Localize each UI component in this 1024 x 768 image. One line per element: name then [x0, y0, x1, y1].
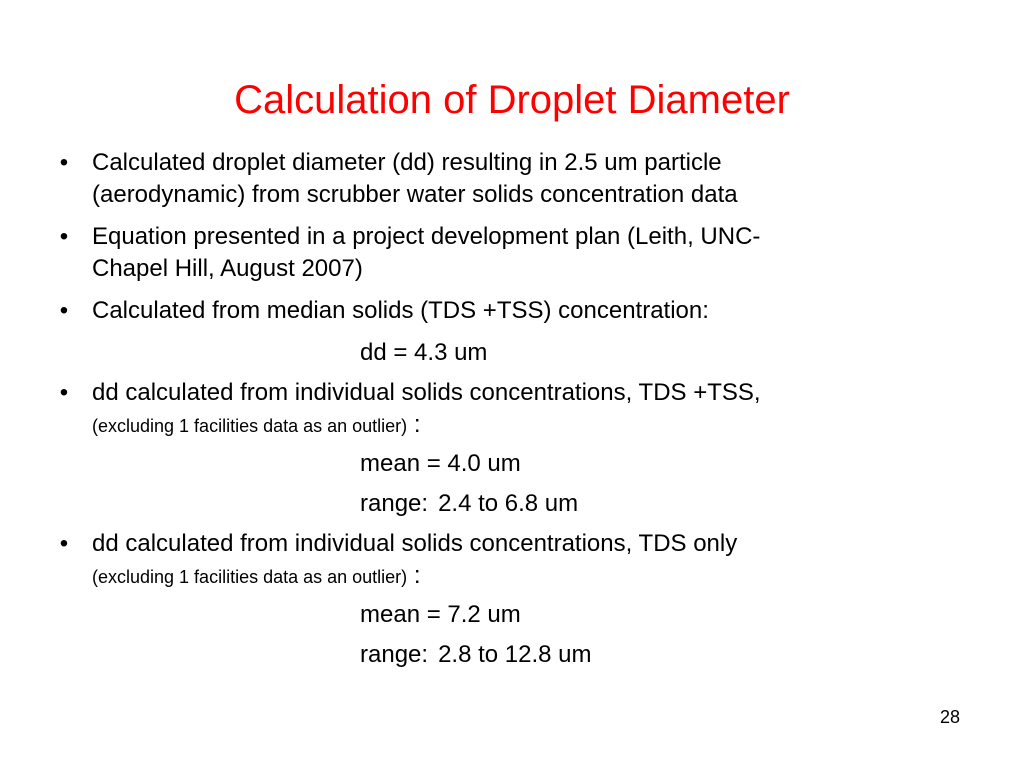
bullet-note-line: [92, 409, 974, 442]
bullet-text-line: (aerodynamic) from scrubber water solids concentration data: [92, 181, 738, 208]
bullet-item: [54, 528, 974, 593]
bullet-marker: •: [59, 297, 69, 324]
range-label: range:: [360, 490, 429, 517]
result-tds-only-range: [54, 639, 974, 671]
bullet-marker: •: [59, 223, 69, 250]
bullet-text-line: dd calculated from individual solids concentrations, TDS only: [92, 530, 738, 557]
slide-body: [54, 145, 974, 671]
bullet-text-line: Equation presented in a project development plan (Leith, UNC-: [92, 223, 761, 250]
bullet-item: [54, 147, 974, 211]
result-tds-tss-range: [54, 488, 974, 520]
bullet-note-line: [92, 560, 974, 593]
result-median-dd: dd = 4.3 um: [360, 339, 488, 366]
bullet-note: (excluding 1 facilities data as an outlier): [92, 567, 408, 587]
bullet-marker: •: [59, 530, 69, 557]
bullet-marker: •: [59, 379, 69, 406]
bullet-item: [54, 295, 974, 327]
result-tds-tss-mean: mean = 4.0 um: [360, 450, 521, 477]
bullet-text-line: Calculated from median solids (TDS +TSS) concentration:: [92, 297, 709, 324]
bullet-note: (excluding 1 facilities data as an outlier): [92, 416, 408, 436]
bullet-item: [54, 377, 974, 442]
page-number: 28: [939, 707, 961, 727]
range-value: 2.4 to 6.8 um: [438, 490, 579, 517]
bullet-text-line: dd calculated from individual solids concentrations, TDS +TSS,: [92, 379, 761, 406]
bullet-text-line: Calculated droplet diameter (dd) resulting in 2.5 um particle: [92, 149, 722, 176]
range-label: range:: [360, 641, 429, 668]
slide-title: Calculation of Droplet Diameter: [234, 78, 790, 122]
bullet-item: [54, 221, 974, 285]
bullet-text-line: Chapel Hill, August 2007): [92, 255, 363, 282]
bullet-note-colon: :: [413, 411, 421, 438]
bullet-marker: •: [59, 149, 69, 176]
result-tds-only-mean: mean = 7.2 um: [360, 601, 521, 628]
bullet-note-colon: :: [413, 562, 421, 589]
range-value: 2.8 to 12.8 um: [438, 641, 592, 668]
